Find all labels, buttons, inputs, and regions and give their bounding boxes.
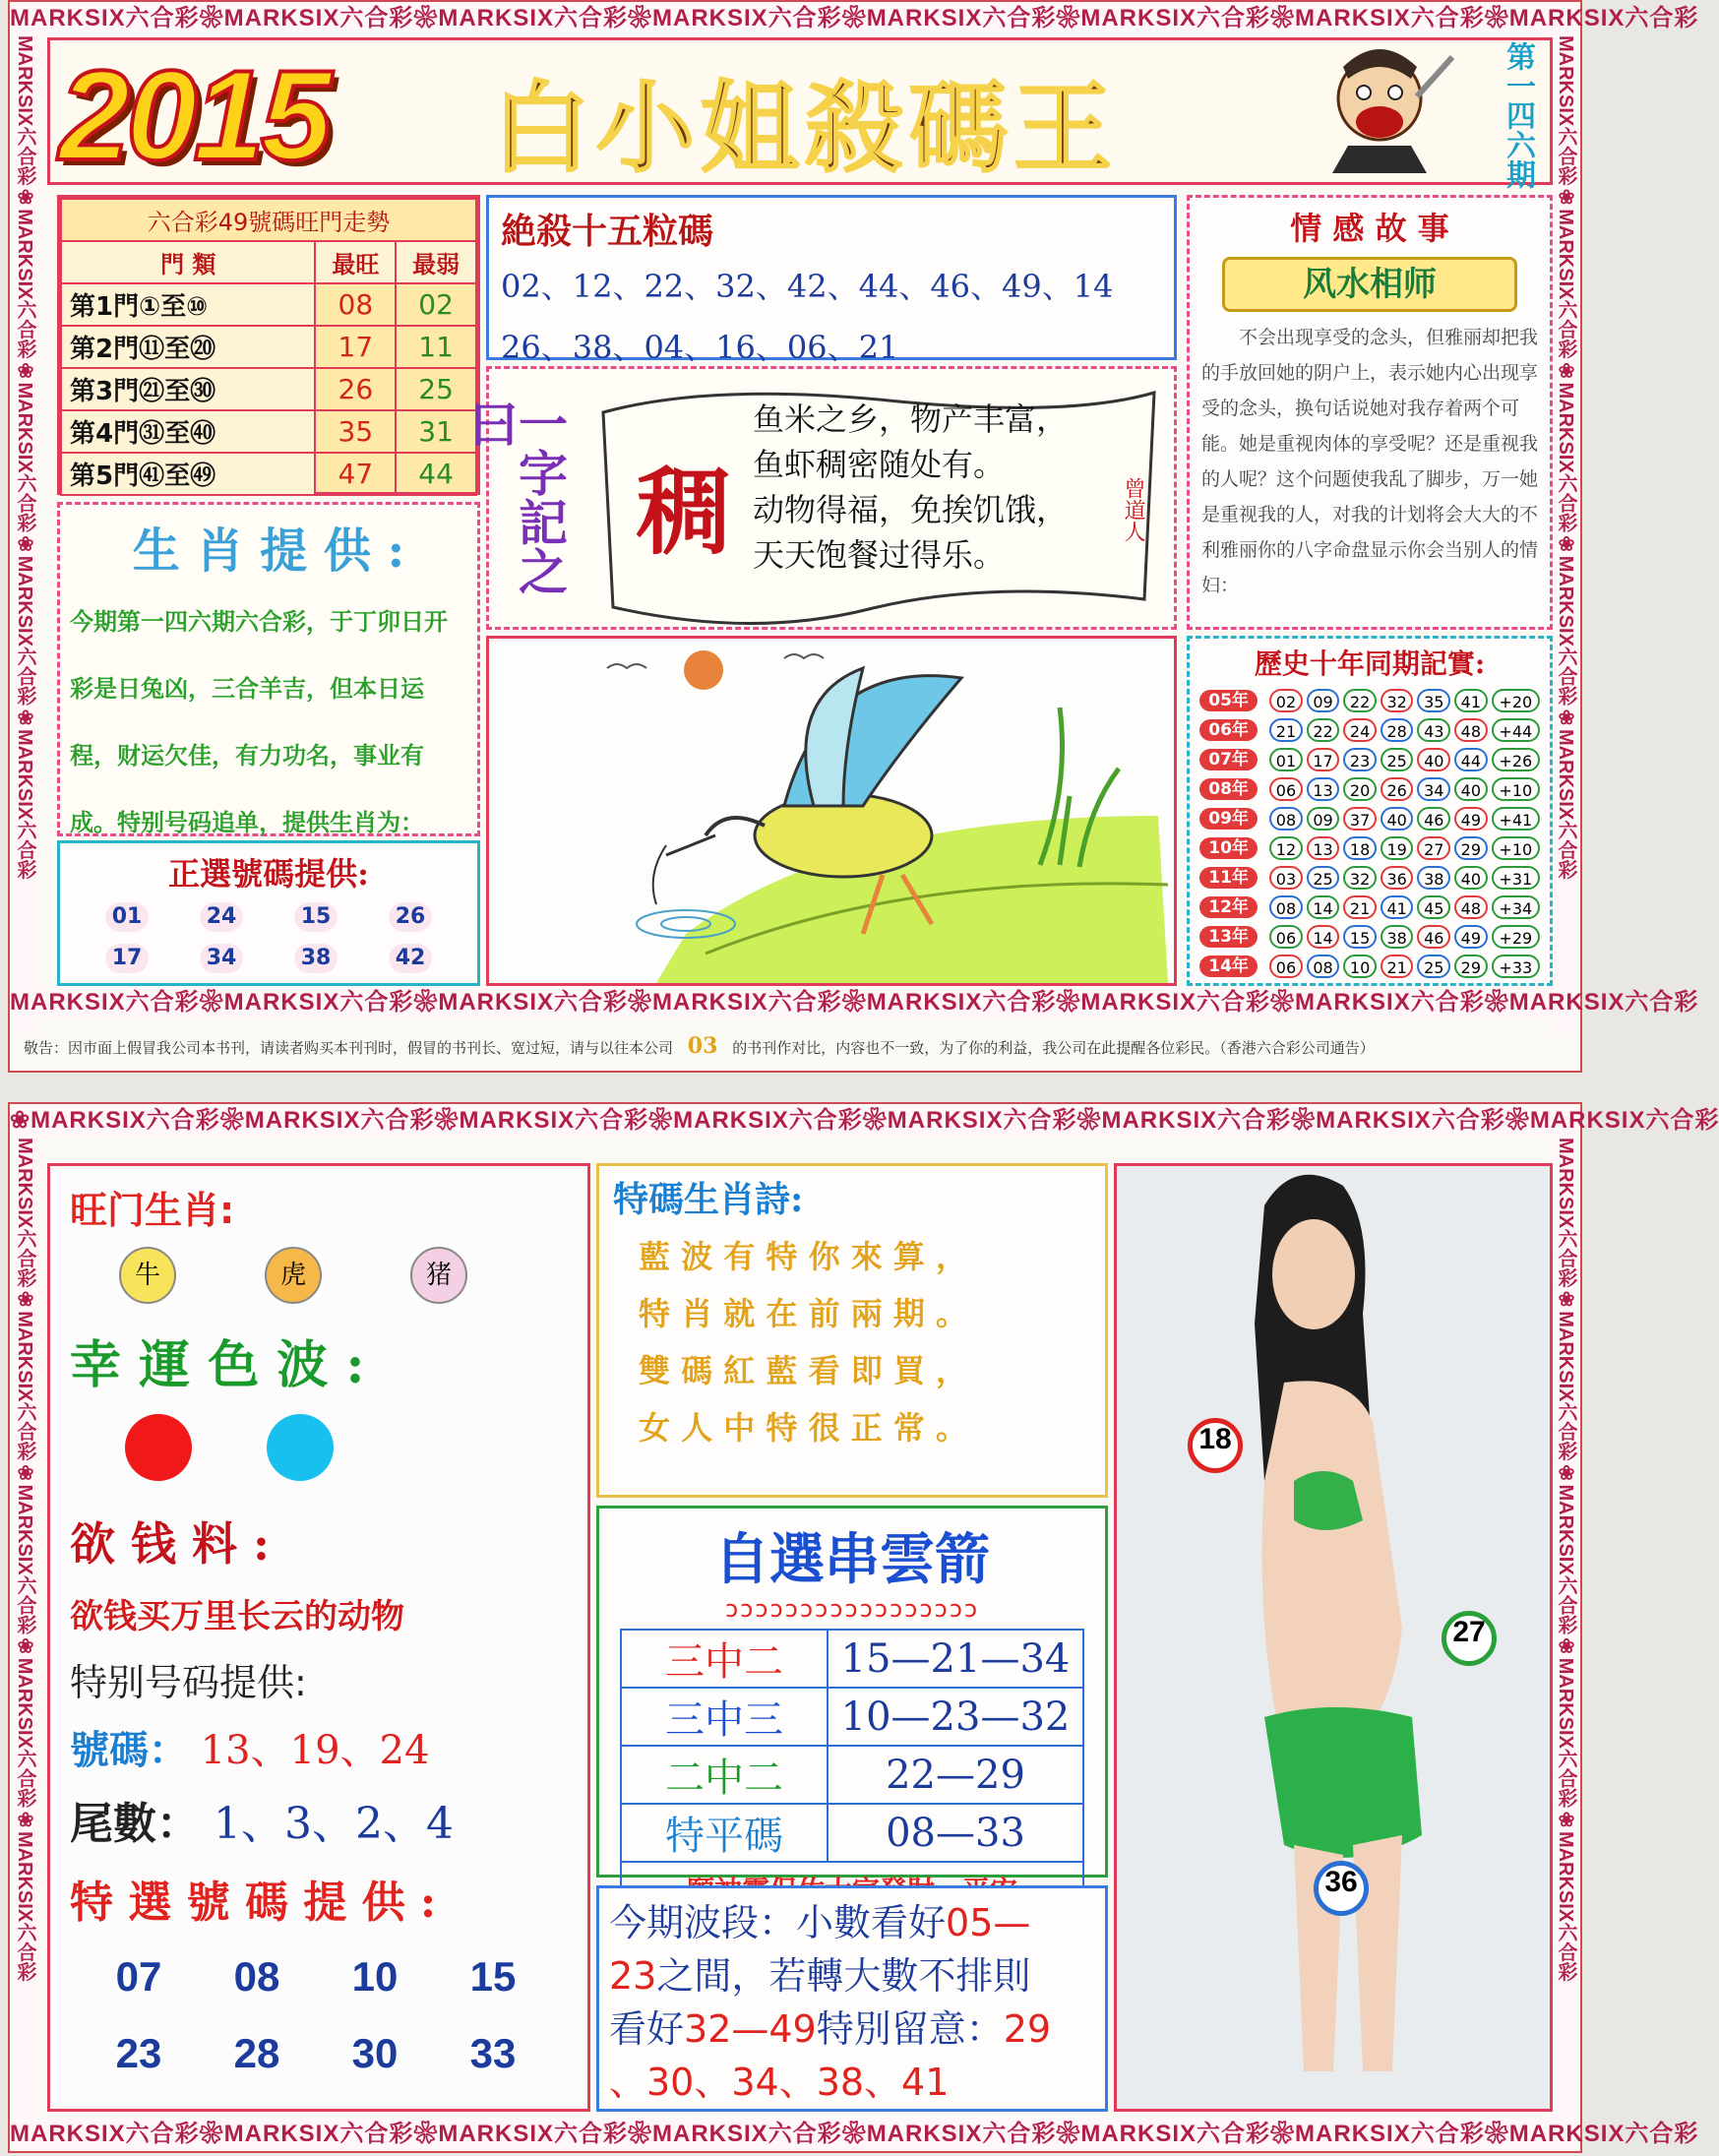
combo-table: [620, 1629, 1084, 1918]
combo-value: 10—23—32: [828, 1688, 1083, 1746]
history-number: 03: [1269, 866, 1303, 890]
oneword-char: 稠: [637, 457, 731, 568]
history-year: 09年: [1199, 808, 1258, 830]
combo-value: 22—29: [828, 1746, 1083, 1804]
poem-line: 雙 碼 紅 藍 看 即 買 ，: [639, 1352, 967, 1389]
history-number: 29: [1454, 955, 1488, 978]
history-special: +29: [1492, 925, 1540, 949]
wave-text: [599, 1888, 1105, 2117]
history-number: 37: [1343, 807, 1377, 831]
history-list: [1190, 686, 1550, 980]
special-title: 特别号码提供:: [70, 1661, 307, 1704]
top-page: [8, 0, 1699, 1073]
main-title: 白小姐殺碼王: [492, 70, 1118, 186]
kill15-line1: 02、12、22、32、42、44、46、49、14: [501, 268, 1114, 305]
oneword-panel: [461, 366, 1177, 630]
history-number: 40: [1381, 807, 1414, 831]
brand-strip-right: MARKSIX六合彩❀MARKSIX六合彩❀MARKSIX六合彩❀MARKSIX六合彩❀MARKSIX六合彩: [1551, 1138, 1580, 2118]
history-special: +10: [1492, 836, 1540, 860]
history-number: 20: [1343, 777, 1377, 801]
money-text: 欲钱买万里长云的动物: [70, 1597, 404, 1636]
history-number: 46: [1417, 925, 1450, 949]
history-number: 25: [1417, 955, 1450, 978]
history-number: 09: [1307, 807, 1340, 831]
history-number: 28: [1381, 718, 1414, 742]
history-panel: [1187, 636, 1553, 986]
brand-strip-top: MARKSIX六合彩❀MARKSIX六合彩❀MARKSIX六合彩❀MARKSIX六合彩❀MARKSIX六合彩❀MARKSIX六合彩❀MARKSIX六合彩❀MARKSIX六合彩: [10, 2, 1580, 35]
history-special: +26: [1492, 748, 1540, 771]
pick-number: 17: [105, 944, 149, 973]
history-number: 14: [1307, 925, 1340, 949]
kill15-line2: 26、38、04、16、06、21: [501, 329, 899, 366]
combo-value: 08—33: [828, 1804, 1083, 1862]
brand-strip-left: MARKSIX六合彩❀MARKSIX六合彩❀MARKSIX六合彩❀MARKSIX六合彩❀MARKSIX六合彩: [10, 1138, 39, 2118]
history-number: 13: [1307, 777, 1340, 801]
history-number: 26: [1381, 777, 1414, 801]
history-number: 43: [1417, 718, 1450, 742]
history-special: +44: [1492, 718, 1540, 742]
trend-table: [60, 198, 477, 496]
history-row: [1199, 922, 1540, 951]
history-title: 歷史十年同期記實:: [1254, 647, 1486, 680]
select-number: 30: [351, 2030, 399, 2076]
pick-number: 01: [105, 902, 149, 932]
select-number: 10: [351, 1953, 399, 2000]
history-row: [1199, 774, 1540, 803]
history-number: 06: [1269, 777, 1303, 801]
hot-number: 17: [315, 326, 396, 368]
oneword-author: 曾道人: [1121, 477, 1145, 542]
history-number: 40: [1454, 866, 1488, 890]
history-number: 49: [1454, 807, 1488, 831]
pick-number: 15: [294, 902, 338, 932]
poem-line: 动物得福，免挨饥饿，: [753, 491, 1069, 528]
select-number: 28: [233, 2030, 280, 2076]
door-label: 第1門①至⑩: [61, 283, 315, 326]
picks-row-1: [60, 894, 477, 932]
history-number: 41: [1381, 895, 1414, 919]
history-number: 12: [1269, 836, 1303, 860]
combo-title: 自選串雲箭: [714, 1528, 990, 1592]
history-number: 32: [1343, 866, 1377, 890]
cold-number: 02: [396, 283, 476, 326]
history-number: 36: [1381, 866, 1414, 890]
history-special: +31: [1492, 866, 1540, 890]
numbers-label: 號碼：: [70, 1727, 188, 1773]
trend-header-cold: 最弱: [396, 241, 476, 283]
blue-wave-dot: [267, 1414, 334, 1481]
history-number: 45: [1417, 895, 1450, 919]
notice-code: 03: [687, 1033, 718, 1059]
select-number: 07: [115, 1953, 162, 2000]
history-special: +10: [1492, 777, 1540, 801]
history-number: 02: [1269, 689, 1303, 712]
history-row: [1199, 745, 1540, 773]
picks-panel: [57, 840, 480, 986]
number-badge-18: 18: [1188, 1418, 1243, 1473]
history-row: [1199, 804, 1540, 832]
table-row: [621, 1746, 1083, 1804]
combo-key: 二中二: [621, 1746, 828, 1804]
brand-strip-bottom: MARKSIX六合彩❀MARKSIX六合彩❀MARKSIX六合彩❀MARKSIX六合彩❀MARKSIX六合彩❀MARKSIX六合彩❀MARKSIX六合彩❀MARKSIX六合彩: [10, 986, 1580, 1019]
history-number: 34: [1417, 777, 1450, 801]
poem-line: 女 人 中 特 很 正 常 。: [639, 1409, 967, 1447]
history-number: 32: [1381, 689, 1414, 712]
door-label: 第4門㉛至㊵: [61, 410, 315, 453]
poem-panel: [596, 1163, 1108, 1498]
history-number: 06: [1269, 955, 1303, 978]
brand-strip-bottom: MARKSIX六合彩❀MARKSIX六合彩❀MARKSIX六合彩❀MARKSIX六合彩❀MARKSIX六合彩❀MARKSIX六合彩❀MARKSIX六合彩❀MARKSIX六合彩: [10, 2118, 1580, 2151]
history-year: 13年: [1199, 926, 1258, 948]
history-number: 08: [1269, 807, 1303, 831]
hot-zodiac-title: 旺门生肖:: [70, 1189, 235, 1232]
trend-caption: 六合彩49號碼旺門走勢: [61, 199, 476, 241]
poem-body: [599, 1228, 1105, 1456]
history-year: 11年: [1199, 867, 1258, 889]
trend-header-door: 門 類: [61, 241, 315, 283]
pick-number: 34: [200, 944, 243, 973]
history-number: 01: [1269, 748, 1303, 771]
history-number: 17: [1307, 748, 1340, 771]
combo-value: 15—21—34: [828, 1630, 1083, 1688]
combo-key: 特平碼: [621, 1804, 828, 1862]
history-number: 46: [1417, 807, 1450, 831]
lucky-color-title: 幸 運 色 波 :: [70, 1335, 365, 1395]
history-number: 41: [1454, 689, 1488, 712]
table-row: [61, 326, 476, 368]
pick-number: 38: [294, 944, 338, 973]
wave-num-d: 29: [1003, 2007, 1052, 2051]
history-row: [1199, 686, 1540, 714]
wave-text-c: 看好: [609, 2007, 685, 2051]
wave-num-b: 23: [609, 1954, 657, 1998]
notice-after: 的书刊作对比，内容也不一致，为了你的利益，我公司在此提醒各位彩民。（香港六合彩公司通告）: [732, 1039, 1375, 1057]
oneword-poem: [753, 397, 1068, 578]
red-wave-dot: [125, 1414, 192, 1481]
history-row: [1199, 863, 1540, 892]
history-number: 44: [1454, 748, 1488, 771]
history-special: +20: [1492, 689, 1540, 712]
table-row: [621, 1630, 1083, 1688]
combo-key: 三中三: [621, 1688, 828, 1746]
history-number: 25: [1381, 748, 1414, 771]
brand-strip-right: MARKSIX六合彩❀MARKSIX六合彩❀MARKSIX六合彩❀MARKSIX六合彩❀MARKSIX六合彩: [1551, 35, 1580, 1037]
number-badge-36: 36: [1314, 1861, 1369, 1916]
pick-number: 42: [389, 944, 432, 973]
combo-panel: [596, 1506, 1108, 1878]
history-number: 48: [1454, 895, 1488, 919]
history-number: 24: [1343, 718, 1377, 742]
select-numbers: [80, 1953, 552, 2077]
history-year: 14年: [1199, 955, 1258, 977]
numbers-value: 13、19、24: [200, 1728, 430, 1773]
wave-text-a: 今期波段：小數看好: [609, 1901, 947, 1944]
hot-number: 26: [315, 368, 396, 410]
table-row: [61, 410, 476, 453]
door-label: 第3門㉑至㉚: [61, 368, 315, 410]
wave-num-e: 、30、34、38、41: [609, 2061, 950, 2104]
history-year: 05年: [1199, 690, 1258, 711]
history-number: 21: [1381, 955, 1414, 978]
history-number: 13: [1307, 836, 1340, 860]
history-special: +34: [1492, 895, 1540, 919]
oneword-label: 一字記之曰: [461, 399, 569, 595]
strip-text: MARKSIX六合彩: [10, 5, 200, 31]
brand-strip-left: MARKSIX六合彩❀MARKSIX六合彩❀MARKSIX六合彩❀MARKSIX六合彩❀MARKSIX六合彩: [10, 35, 39, 1037]
tail-line: [70, 1788, 454, 1851]
table-row: [61, 283, 476, 326]
issue-label: 第一四六期: [1501, 41, 1535, 189]
history-special: +33: [1492, 955, 1540, 978]
tail-label: 尾數：: [70, 1799, 200, 1849]
history-number: 21: [1269, 718, 1303, 742]
door-label: 第5門㊶至㊾: [61, 453, 315, 495]
year-title: 2015: [59, 43, 329, 187]
left-column: [47, 1163, 590, 2112]
history-year: 06年: [1199, 719, 1258, 741]
money-title: 欲 钱 料 :: [70, 1517, 271, 1571]
pick-number: 24: [200, 902, 243, 932]
table-row: [61, 453, 476, 495]
picks-title: 正選號碼提供:: [168, 855, 369, 893]
history-number: 25: [1307, 866, 1340, 890]
history-number: 23: [1343, 748, 1377, 771]
history-number: 10: [1343, 955, 1377, 978]
door-label: 第2門⑪至⑳: [61, 326, 315, 368]
history-number: 40: [1454, 777, 1488, 801]
history-number: 49: [1454, 925, 1488, 949]
tiger-icon: 虎: [265, 1247, 322, 1304]
pig-icon: 猪: [410, 1247, 467, 1304]
wave-num-a: 05—: [946, 1901, 1031, 1944]
trend-header-hot: 最旺: [315, 241, 396, 283]
kill15-panel: [486, 195, 1177, 366]
select-number: 08: [233, 1953, 280, 2000]
tail-value: 1、3、2、4: [214, 1799, 454, 1849]
zodiac-title: 生 肖 提 供 :: [132, 524, 405, 579]
cold-number: 31: [396, 410, 476, 453]
wave-text-d: 特別留意：: [816, 2007, 1004, 2051]
history-row: [1199, 893, 1540, 921]
history-year: 10年: [1199, 837, 1258, 859]
notice-before: 敬告：因市面上假冒我公司本书刊，请读者购买本刊刊时，假冒的书刊长、宽过短，请与以往本公司: [24, 1039, 674, 1057]
story-tag: 情 感 故 事: [1290, 210, 1449, 247]
select-title: 特 選 號 碼 提 供 :: [70, 1878, 437, 1928]
history-year: 12年: [1199, 896, 1258, 918]
bird-panel: [486, 636, 1177, 986]
select-number: 15: [469, 1953, 517, 2000]
wave-num-c: 32—49: [684, 2007, 817, 2051]
combo-key: 三中二: [621, 1630, 828, 1688]
history-row: [1199, 952, 1540, 980]
table-row: [621, 1688, 1083, 1746]
history-number: 15: [1343, 925, 1377, 949]
mascot-icon: [1309, 37, 1456, 175]
numbers-line: [70, 1719, 429, 1775]
ox-icon: 牛: [119, 1247, 176, 1304]
history-number: 27: [1417, 836, 1450, 860]
trend-panel: [57, 195, 480, 495]
poem-line: 天天饱餐过得乐。: [753, 536, 1006, 574]
history-number: 29: [1454, 836, 1488, 860]
history-number: 22: [1343, 689, 1377, 712]
history-number: 38: [1381, 925, 1414, 949]
cold-number: 25: [396, 368, 476, 410]
poem-line: 鱼虾稠密随处有。: [753, 446, 1006, 483]
notice-line: [24, 1033, 1578, 1059]
history-number: 18: [1343, 836, 1377, 860]
zodiac-text-body: 今期第一四六期六合彩，于丁卯日开彩是日兔凶，三合羊吉，但本日运程，财运欠佳，有力功名，事业有成。特别号码追单，提供生肖为：: [70, 608, 448, 836]
history-year: 08年: [1199, 778, 1258, 800]
bird-illustration: [489, 639, 1174, 983]
history-number: 08: [1269, 895, 1303, 919]
brand-strip-top: ❀MARKSIX六合彩❀MARKSIX六合彩❀MARKSIX六合彩❀MARKSIX六合彩❀MARKSIX六合彩❀MARKSIX六合彩❀MARKSIX六合彩❀MARKSIX六合彩: [10, 1104, 1580, 1138]
poem-line: 藍 波 有 特 你 來 算 ，: [639, 1238, 967, 1275]
story-banner: 风水相师: [1222, 257, 1517, 312]
table-row: [61, 368, 476, 410]
story-panel: [1187, 195, 1553, 630]
history-number: 06: [1269, 925, 1303, 949]
history-number: 08: [1307, 955, 1340, 978]
select-number: 23: [115, 2030, 162, 2076]
history-number: 35: [1417, 689, 1450, 712]
hot-zodiac-icons: [119, 1247, 467, 1304]
history-number: 09: [1307, 689, 1340, 712]
history-row: [1199, 833, 1540, 862]
hot-number: 35: [315, 410, 396, 453]
bottom-page: [8, 1102, 1719, 2153]
wave-text-b: 之間，若轉大數不排則: [656, 1954, 1031, 1998]
combo-divider: ɔɔɔɔɔɔɔɔɔɔɔɔɔɔɔɔɔ: [724, 1595, 980, 1623]
kill15-title: 絶殺十五粒碼: [501, 211, 714, 252]
zodiac-panel: [57, 502, 480, 836]
cold-number: 44: [396, 453, 476, 495]
picks-row-2: [60, 932, 477, 973]
pick-number: 26: [389, 902, 432, 932]
history-special: +41: [1492, 807, 1540, 831]
hot-number: 08: [315, 283, 396, 326]
poem-line: 特 肖 就 在 前 兩 期 。: [639, 1295, 967, 1332]
select-number: 33: [469, 2030, 517, 2076]
history-year: 07年: [1199, 749, 1258, 770]
history-number: 22: [1307, 718, 1340, 742]
history-number: 19: [1381, 836, 1414, 860]
poem-title: 特碼生肖詩:: [613, 1179, 804, 1220]
story-text: 不会出现享受的念头，但雅丽却把我的手放回她的阴户上，表示她内心出现享受的念头，换句话说她对我存着两个可能。她是重视肉体的享受呢？还是重视我的人呢？这个问题使我乱了脚步，万一她是重视我的人，对我的计划将会大大的不利雅丽你的八字命盘显示你会当别人的情妇：: [1201, 327, 1539, 596]
poem-line: 鱼米之乡，物产丰富，: [753, 400, 1069, 438]
history-number: 21: [1343, 895, 1377, 919]
cold-number: 11: [396, 326, 476, 368]
photo-panel: [1114, 1163, 1553, 2112]
history-number: 48: [1454, 718, 1488, 742]
number-badge-27: 27: [1442, 1611, 1497, 1666]
history-number: 40: [1417, 748, 1450, 771]
history-number: 14: [1307, 895, 1340, 919]
hot-number: 47: [315, 453, 396, 495]
history-row: [1199, 715, 1540, 744]
history-number: 38: [1417, 866, 1450, 890]
wave-panel: [596, 1885, 1108, 2112]
table-row: [621, 1804, 1083, 1862]
